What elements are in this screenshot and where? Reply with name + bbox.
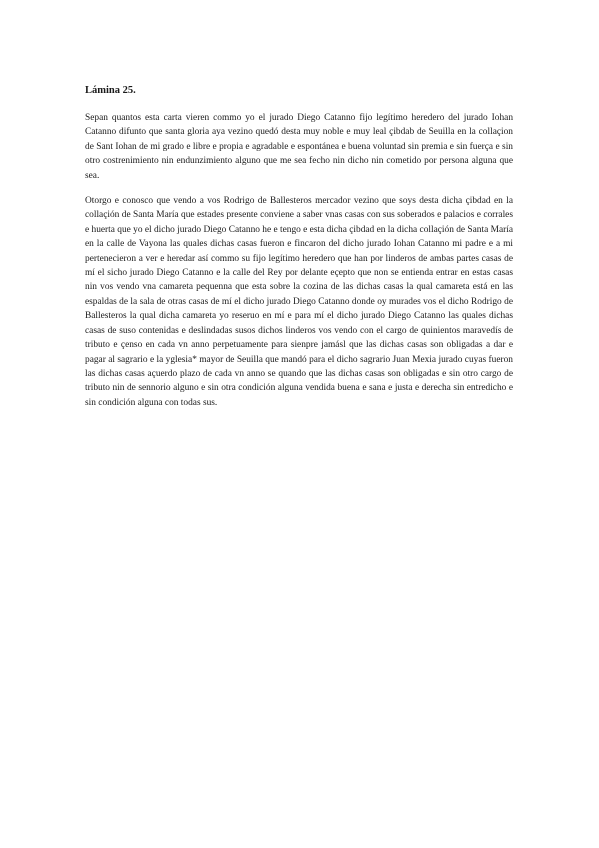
document-title: Lámina 25. (85, 85, 136, 96)
paragraph-2: Otorgo e conosco que vendo a vos Rodrigo de Ballesteros mercador vezino que soys desta dicha çibdad en la collaçión de Santa María que estades presente conviene a saber vnas casas con sus soberados e palacios e corrales e huerta que yo el dicho jurado Diego Catanno he e tengo e esta dicha çibdad en la dicha collaçión de Santa María en la calle de Vayona las quales dichas casas fueron e fincaron del dicho jurado Iohan Catanno mi padre e a mi pertenecieron a ver e heredar así commo su fijo legítimo heredero que han por linderos de ambas partes casas de mí el sicho jurado Diego Catanno e la calle del Rey por delante eçepto que non se entienda entrar en estas casas nin vos vendo vna camareta pequenna que esta sobre la cozina de las dichas casas la qual camareta está en las espaldas de la sala de otras casas de mí el dicho jurado Diego Catanno donde oy murades vos el dicho Rodrigo de Ballesteros la qual dicha camareta yo reseruo en mí e para mí el dicho jurado Diego Catanno las quales dichas casas de suso contenidas e deslindadas susos dichos linderos vos vendo con el cargo de quinientos maravedís de tributo e çenso en cada vn anno perpetuamente para sienpre jamásl que las dichas casas son obligadas a dar e pagar al sagrario e la yglesia* mayor de Seuilla que mandó para el dicho sagrario Juan Mexia jurado cuyas fueron las dichas casas açuerdo plazo de cada vn anno se quando que las dichas casas son obligadas e sin otro cargo de tributo nin de sennorio alguno e sin otra condición alguna vendida buena e sana e justa e derecha sin entredicho e sin condición alguna con todas sus. (85, 196, 513, 408)
document-body (85, 84, 513, 421)
paragraph-1: Sepan quantos esta carta vieren commo yo el jurado Diego Catanno fijo legítimo heredero del jurado Iohan Catanno difunto que santa gloria aya vezino quedó desta muy noble e muy leal çibdab de Seuilla en la collaçion de Sant Iohan de mi grado e libre e propia e agradable e espontánea e buena voluntad sin premia e sin fuerça e sin otro costrenimiento nin endunzimiento alguno que me sea fecho nin dicho nin cometido por persona alguna que sea. (85, 113, 513, 181)
